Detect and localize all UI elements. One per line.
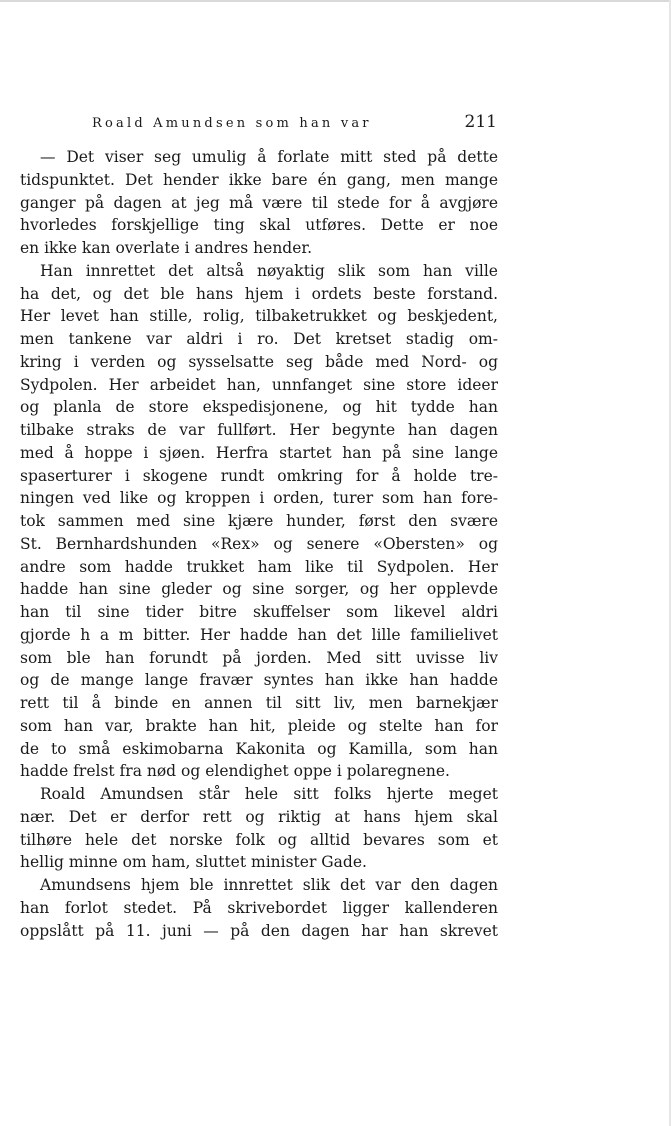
text-line: hadde han sine gleder og sine sorger, og her opplevde [20,580,498,599]
text-line: han til sine tider bitre skuffelser som likevel aldri [20,603,498,621]
body-text [20,146,498,942]
text-line: ha det, og det ble hans hjem i ordets beste forstand. [20,284,498,303]
text-line: han forlot stedet. På skrivebordet ligger kallenderen [20,898,498,917]
text-line: oppslått på 11. juni — på den dagen har han skrevet [20,921,498,940]
text-line: Sydpolen. Her arbeidet han, unnfanget sine store ideer [20,375,498,394]
page-edge [0,0,671,2]
text-line: tok sammen med sine kjære hunder, først den svære [20,512,498,530]
paragraph [20,260,498,783]
running-header [92,112,497,138]
text-line: andre som hadde trukket ham like til Sydpolen. Her [20,557,498,576]
text-line: tilbake straks de var fullført. Her begynte han dagen [20,421,498,439]
text-line: hellig minne om ham, sluttet minister Gade. [20,853,367,872]
text-line: Her levet han stille, rolig, tilbaketrukket og beskjedent, [20,307,498,326]
text-line: — Det viser seg umulig å forlate mitt sted på dette [40,148,498,166]
text-line: tidspunktet. Det hender ikke bare én gang, men mange [20,170,498,189]
text-line: som ble han forundt på jorden. Med sitt uvisse liv [20,648,498,667]
text-line: ningen ved like og kroppen i orden, turer som han fore- [20,489,498,508]
text-line: og planla de store ekspedisjonene, og hit tydde han [20,398,498,417]
text-line: Amundsens hjem ble innrettet slik det var den dagen [40,876,498,894]
text-line: hvorledes forskjellige ting skal utføres. Dette er noe [20,216,498,235]
text-line: tilhøre hele det norske folk og alltid bevares som et [20,830,498,849]
text-line: spaserturer i skogene rundt omkring for å holde tre- [20,466,498,485]
text-line: med å hoppe i sjøen. Herfra startet han på sine lange [20,443,498,462]
text-line: hadde frelst fra nød og elendighet oppe i polaregnene. [20,762,450,781]
text-line: kring i verden og sysselsatte seg både med Nord- og [20,352,498,371]
running-title: Roald Amundsen som han var [92,116,372,131]
text-line: de to små eskimobarna Kakonita og Kamilla, som han [20,739,498,758]
text-line: og de mange lange fravær syntes han ikke han hadde [20,671,498,690]
text-line: nær. Det er derfor rett og riktig at hans hjem skal [20,807,498,826]
text-line: rett til å binde en annen til sitt liv, men barnekjær [20,694,498,712]
text-line: St. Bernhardshunden «Rex» og senere «Obersten» og [20,534,498,553]
paragraph [20,146,498,260]
text-line: Roald Amundsen står hele sitt folks hjerte meget [40,785,498,803]
text-line: gjorde h a m bitter. Her hadde han det lille familielivet [20,625,498,644]
text-line: ganger på dagen at jeg må være til stede for å avgjøre [20,193,498,212]
text-line: som han var, brakte han hit, pleide og stelte han for [20,716,498,735]
paragraph [20,783,498,874]
paragraph [20,874,498,942]
text-line: men tankene var aldri i ro. Det kretset stadig om- [20,330,498,348]
page-number: 211 [464,112,497,132]
text-line: en ikke kan overlate i andres hender. [20,239,313,257]
text-line: Han innrettet det altså nøyaktig slik som han ville [40,261,498,280]
